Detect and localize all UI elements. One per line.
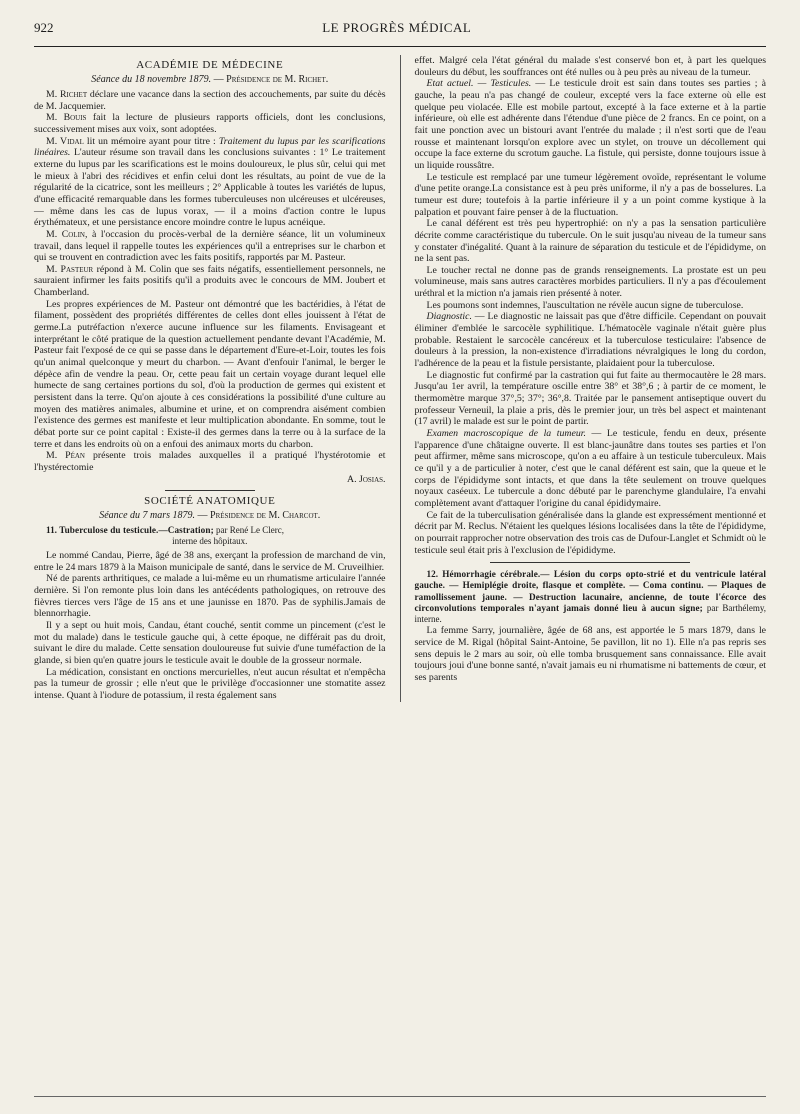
observation-heading [415,569,767,625]
academie-session-presidence: — Présidence de M. Richet. [211,74,329,86]
two-columns [34,55,766,702]
left-column [34,55,386,702]
speaker-name: M. Vidal [46,135,84,147]
paragraph-text: présente trois malades auxquelles il a pratiqué l'hystérotomie et l'hystérectomie [34,450,386,473]
memoir-title: Traitement du lupus par les scarifications linéaires. [34,135,386,159]
paragraph: Les propres expériences de M. Pasteur ont démontré que les bactéridies, à l'état de filament, possèdent des propriétés différentes de celles dont elles jouissent à l'état de germe.La putréfaction n'exerce aucune influence sur les filaments. Envisageant et interprétant le côté pratique de la question actuellement pendante devant l'Académie, M. Pasteur fait l'exposé de ce qui se passe dans le département d'Eure-et-Loir, toutes les fois qu'un animal quelconque y meurt du charbon. — Avant d'enfouir l'animal, le berger le dépèce afin de vendre la peau. Or, cette peau fait un certain voyage durant lequel elle humecte de sang certaines portions du sol, d'où la production de germes qui existent et persistent dans la terre. Qu'on ajoute à ces considérations la possibilité d'une culture au moyen des matières animales, albumine et urine, et on comprendra aisément combien l'existence des germes est manifeste et leur multiplication abondante. En somme, tout le débat porte sur ce point capital : Existe-il des germes dans la terre ou à la surface de la terre et dans les endroits où on a enfoui des animaux morts du charbon. [34,298,386,450]
signature-line [34,474,386,486]
paragraph-text: déclare une vacance dans la section des accouchements, par suite du décès de M. Jacquemier. [34,88,386,112]
paragraph: Le toucher rectal ne donne pas de grands renseignements. La prostate est un peu volumineuse, mais sans autres caractères morbides particuliers. Il n'y a pas d'écoulement uréthral et la miction n'a jamais rien présenté à noter. [414,264,767,300]
paragraph: Le nommé Candau, Pierre, âgé de 38 ans, exerçant la profession de marchand de vin, entre le 24 mars 1879 à la Maison municipale de santé, dans le service de M. Cruveilhier. [34,550,386,573]
paragraph [34,89,386,112]
paragraph-text: — Le diagnostic ne laissait pas que d'être difficile. Cependant on pouvait éliminer d'emblée le sarcocèle syphilitique. L'hématocèle vaginale n'était guère plus probable. Restaient le sarcocèle cancéreux et la tuberculose testiculaire: l'absence de douleurs à la pression, la non-existence d'irradiations névralgiques le long du cordon, l'adhérence de la peau et la fistule persistante, plaidaient pour la tuberculose. [414,311,767,370]
speaker-name: M. Bouis [46,112,87,124]
paragraph [34,450,386,473]
paragraph [34,112,386,135]
column-rule [400,55,401,702]
author-signature: A. Josias. [347,473,386,485]
paragraph-text: répond à M. Colin que ses faits négatifs, essentiellement personnels, ne sauraient infirmer les faits positifs qu'il a produits avec le concours de MM. Joubert et Chamberland. [34,263,386,299]
anatomique-session-line [34,510,386,522]
section-divider [165,490,255,491]
observation-divider [490,562,690,563]
paragraph: Né de parents arthritiques, ce malade a lui-même eu un rhumatisme articulaire l'année dernière. Si l'on remonte plus loin dans les antécédents pathologiques, on retrouve des fièvres tierces vers l'âge de 15 ans et une jaunisse en 1870. Pas de syphilis.Jamais de blennorrhagie. [34,573,386,620]
paragraph [415,311,767,369]
paragraph-text: L'auteur résume son travail dans les conclusions suivantes : 1° Le traitement externe du lupus par les scarifications est le moins douloureux, le plus sûr, celui qui met le mieux à l'abri des récidives et enfin celui dont les résultats, au point de vue de la régularité de la cicatrice, sont les meilleurs ; 2° Applicable à toutes les variétés de lupus, d'une efficacité remarquable dans les formes tuberculeuses non ulcéreuses et ulcéreuses, — même dans les cas de lupus vorax, — il a moins d'action contre le lupus érythémateux, et une persistance encore moindre contre le lupus acnéique. [34,147,386,229]
observation-title: Hémorrhagie cérébrale.— Lésion du corps opto-strié et du ventricule latéral gauche. — Hemiplégie droite, flasque et complète. — Coma continu. — Plaques de ramollissement jaune. — Destruction lacunaire, ancienne, de toute l'écorce des circonvolutions temporales n'ayant jamais donné lieu à aucun signe; [414,569,767,613]
anatomique-session-date: Séance du 7 mars 1879. [99,510,196,522]
paragraph [415,78,767,171]
observation-author: par René Le Clerc, [213,525,284,536]
paragraph [34,229,386,264]
subheading: Etat actuel. — Testicules. [426,78,532,90]
page-header [34,20,766,42]
academie-session-line [34,74,386,86]
paragraph: Les poumons sont indemnes, l'auscultation ne révèle aucun signe de tuberculose. [426,299,744,311]
subheading: Examen macroscopique de la tumeur. [426,428,586,439]
paragraph-text: fait la lecture de plusieurs rapports officiels, dont les conclusions, successivement mises aux voix, sont adoptées. [34,112,386,135]
academie-section-title: ACADÉMIE DE MÉDECINE [136,59,284,71]
observation-number: 12. [426,569,438,580]
header-rule [34,46,766,47]
running-title: LE PROGRÈS MÉDICAL [322,20,472,35]
speaker-name: M. Péan [46,450,85,462]
paragraph-text: lit un mémoire ayant pour titre : [83,135,219,147]
paragraph-text: , à l'occasion du procès-verbal de la dernière séance, lit un volumineux travail, dans lequel il rappelle toutes les expériences qu'il a entreprises sur le charbon et qui se trouvent en contradiction avec les faits positifs, rapportés par M. Pasteur. [34,228,386,264]
right-column [415,55,767,702]
observation-author-role: interne des hôpitaux. [172,536,248,547]
observation-heading [34,525,386,536]
paragraph: Le diagnostic fut confirmé par la castration qui fut faite au thermocautère le 28 mars. Jusqu'au 1er avril, la température oscille entre 38° et 38°,6 ; à partir de ce moment, le thermomètre marque 37°,5; 37°; 36°,8. Traitée par le pansement antiseptique ouvert du professeur Verneuil, la plaie a pris, dès le premier jour, un très bel aspect et maintenant (17 avril) le malade est sur le point de partir. [414,369,767,428]
speaker-name: M. Pasteur [46,263,94,275]
subheading: Diagnostic. [426,311,472,323]
paragraph: Le canal déférent est très peu hypertrophié: on n'y a pas la sensation particulière décrite comme caractéristique du tubercule. On le suit jusqu'au niveau de la tumeur sans y constater d'inégalité. Quant à la rainure de séparation du testicule et de l'épididyme, on ne la sent pas. [414,218,767,265]
paragraph [34,136,386,229]
speaker-name: M. Colin [46,228,85,240]
speaker-name: M. Richet [46,88,88,100]
paragraph: effet. Malgré cela l'état général du malade s'est conservé bon et, à part les quelques douleurs du début, les souffrances ont été nulles ou à peu près au niveau de la tumeur. [414,55,767,78]
footer-rule [34,1096,766,1097]
observation-number: 11. [46,525,57,536]
anatomique-session-presidence: — Présidence de M. Charcot. [195,510,321,522]
academie-session-date: Séance du 18 novembre 1879. [91,74,212,86]
paragraph-text: — Le testicule droit est sain dans toutes ses parties ; à gauche, la peau n'a pas changé de couleur, excepté vers la face externe où elle est quelque peu violacée. Elle est mobile partout, excepté à la face externe et à la partie inférieure, où elle est adhérente dans l'étendue d'une pièce de 2 francs. En ce point, on a fait une ponction avec un bistouri avant l'entrée du malade ; il n'est sorti que de l'eau rousse et maintenant lorsqu'on explore avec un stylet, on trouve un décollement qui occupe la face externe du scrotum gauche. La fistule, qui persiste, donne toujours issue à un liquide roussâtre. [414,78,767,171]
observation-title: Tuberculose du testicule.—Castration; [56,525,214,536]
paragraph [415,428,767,510]
observation-author: par Barthélemy, interne. [414,602,767,625]
paragraph: Le testicule est remplacé par une tumeur légèrement ovoïde, représentant le volume d'une petite orange.La consistance est à peu près uniforme, il n'y a pas de bosselures. La tumeur est dure; toutefois à la partie inférieure il y a un point comme kystique à la palpation et pouvant faire penser à de la fluctuation. [414,171,767,218]
anatomique-section-title: SOCIÉTÉ ANATOMIQUE [144,495,276,508]
paragraph: La femme Sarry, journalière, âgée de 68 ans, est apportée le 5 mars 1879, dans le service de M. Rigal (hôpital Saint-Antoine, 5e pavillon, lit no 1). Elle n'a pas repris ses sens depuis le 2 mars au soir, où elle tomba brusquement sans connaissance. Elle avait toujours joui d'une bonne santé, n'avait jamais eu ni rhumatisme ni battements de cœur, et ses parents [414,625,767,683]
paragraph [34,264,386,299]
page-number: 922 [34,20,54,35]
paragraph-text: — Le testicule, fendu en deux, présente l'apparence d'une châtaigne ouverte. Il est blanc-jaunâtre dans toutes ses parties et l'on peut affirmer, même sans microscope, qu'on a eu affaire à un testicule tuberculeux. Mais ce qu'il y a de particulier à noter, c'est que le canal déférent est sain, que la queue et le corps de l'épididyme sont intacts, et que dans la tête seulement on trouve quelques noyaux caséeux. Le tubercule a donc débuté par le parenchyme glandulaire, l'a envahi complètement avant d'attaquer l'origine du canal épididymaire. [414,428,767,509]
paragraph: La médication, consistant en onctions mercurielles, n'eut aucun résultat et n'empêcha pas la tumeur de grossir ; elle n'eut que le privilège d'occasionner une stomatite assez intense. Quant à l'iodure de potassium, il resta également sans [34,666,386,702]
paragraph: Il y a sept ou huit mois, Candau, étant couché, sentit comme un pincement (c'est le mot du malade) dans le testicule gauche qui, à cette époque, ne différait pas du droit, suivant le dire du malade. Cette sensation douloureuse fut suivie d'une tuméfaction de la glande, si bien qu'en quatre jours le testicule avait le double de la grosseur normale. [34,620,386,667]
paragraph: Ce fait de la tuberculisation généralisée dans la glande est expressément mentionné et décrit par M. Reclus. N'étaient les quelques lésions localisées dans la tête de l'épididyme, on pourrait rapprocher notre observation des trois cas de Dufour-Langlet et Schmidt où le testicule seul était pris à l'exclusion de l'épididyme. [414,509,767,556]
